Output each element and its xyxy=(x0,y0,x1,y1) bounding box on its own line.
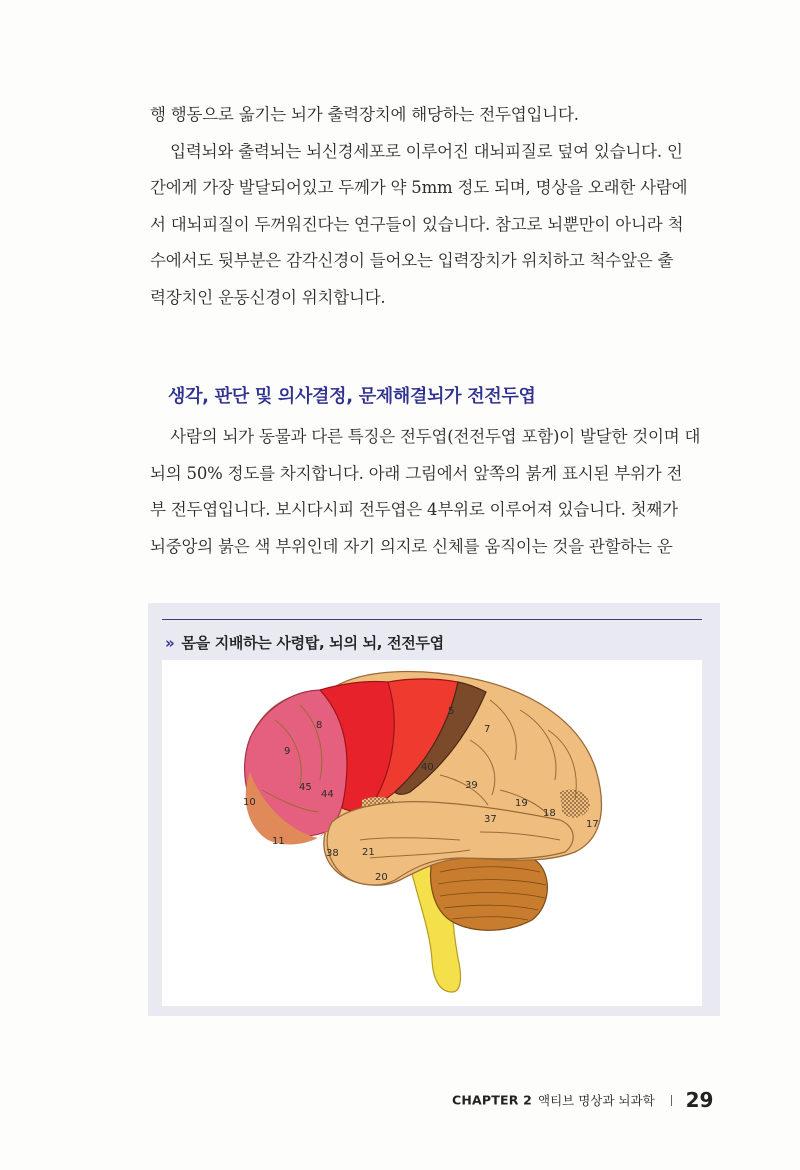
area-label: 40 xyxy=(421,762,434,773)
footer-divider xyxy=(671,1095,672,1106)
area-label: 45 xyxy=(299,782,312,793)
text-line: 뇌의 50% 정도를 차지합니다. 아래 그림에서 앞쪽의 붉게 표시된 부위가 전 xyxy=(150,463,683,483)
text-line: 부 전두엽입니다. 보시다시피 전두엽은 4부위로 이루어져 있습니다. 첫째가 xyxy=(150,500,678,519)
text-line: 사람의 뇌가 동물과 다른 특징은 전두엽(전전두엽 포함)이 발달한 것이며 대 xyxy=(150,427,701,446)
figure-title-text: 몸을 지배하는 사령탑, 뇌의 뇌, 전전두엽 xyxy=(181,634,444,652)
area-label: 18 xyxy=(543,808,556,819)
area-label: 8 xyxy=(316,720,323,731)
area-label: 44 xyxy=(321,789,334,800)
area-label: 39 xyxy=(465,780,478,791)
book-title: 액티브 명상과 뇌과학 xyxy=(538,1092,655,1108)
area-label: 5 xyxy=(448,706,455,717)
area-label: 20 xyxy=(375,872,388,883)
area-label: 10 xyxy=(243,797,256,808)
section-heading: 생각, 판단 및 의사결정, 문제해결뇌가 전전두엽 xyxy=(168,386,536,407)
area-label: 38 xyxy=(326,848,339,859)
area-label: 11 xyxy=(272,836,285,847)
area-label: 9 xyxy=(284,746,291,757)
text-line: 입력뇌와 출력뇌는 뇌신경세포로 이루어진 대뇌피질로 덮여 있습니다. 인 xyxy=(150,141,683,161)
text-line: 서 대뇌피질이 두꺼워진다는 연구들이 있습니다. 참고로 뇌뿐만이 아니라 척 xyxy=(150,214,684,234)
area-label: 7 xyxy=(484,724,491,735)
text-line: 뇌중앙의 붉은 색 부위인데 자기 의지로 신체를 움직이는 것을 관할하는 운 xyxy=(150,536,673,556)
cerebellum xyxy=(431,849,548,931)
text-line: 수에서도 뒷부분은 감각신경이 들어오는 입력장치가 위치하고 척수앞은 출 xyxy=(150,251,674,270)
chevron-icon: » xyxy=(165,634,175,652)
area-label: 19 xyxy=(515,798,528,809)
text-line: 력장치인 운동신경이 위치합니다. xyxy=(150,287,386,307)
area-label: 37 xyxy=(484,814,497,825)
area-label: 17 xyxy=(586,819,599,830)
text-line: 행 행동으로 옮기는 뇌가 출력장치에 해당하는 전두엽입니다. xyxy=(150,105,579,124)
page-footer xyxy=(452,1088,713,1112)
chapter-label: CHAPTER 2 xyxy=(452,1092,533,1108)
text-line: 간에게 가장 발달되어있고 두께가 약 5mm 정도 되며, 명상을 오래한 사람에 xyxy=(150,178,688,197)
area-label: 21 xyxy=(362,847,375,858)
page-number: 29 xyxy=(685,1088,714,1112)
